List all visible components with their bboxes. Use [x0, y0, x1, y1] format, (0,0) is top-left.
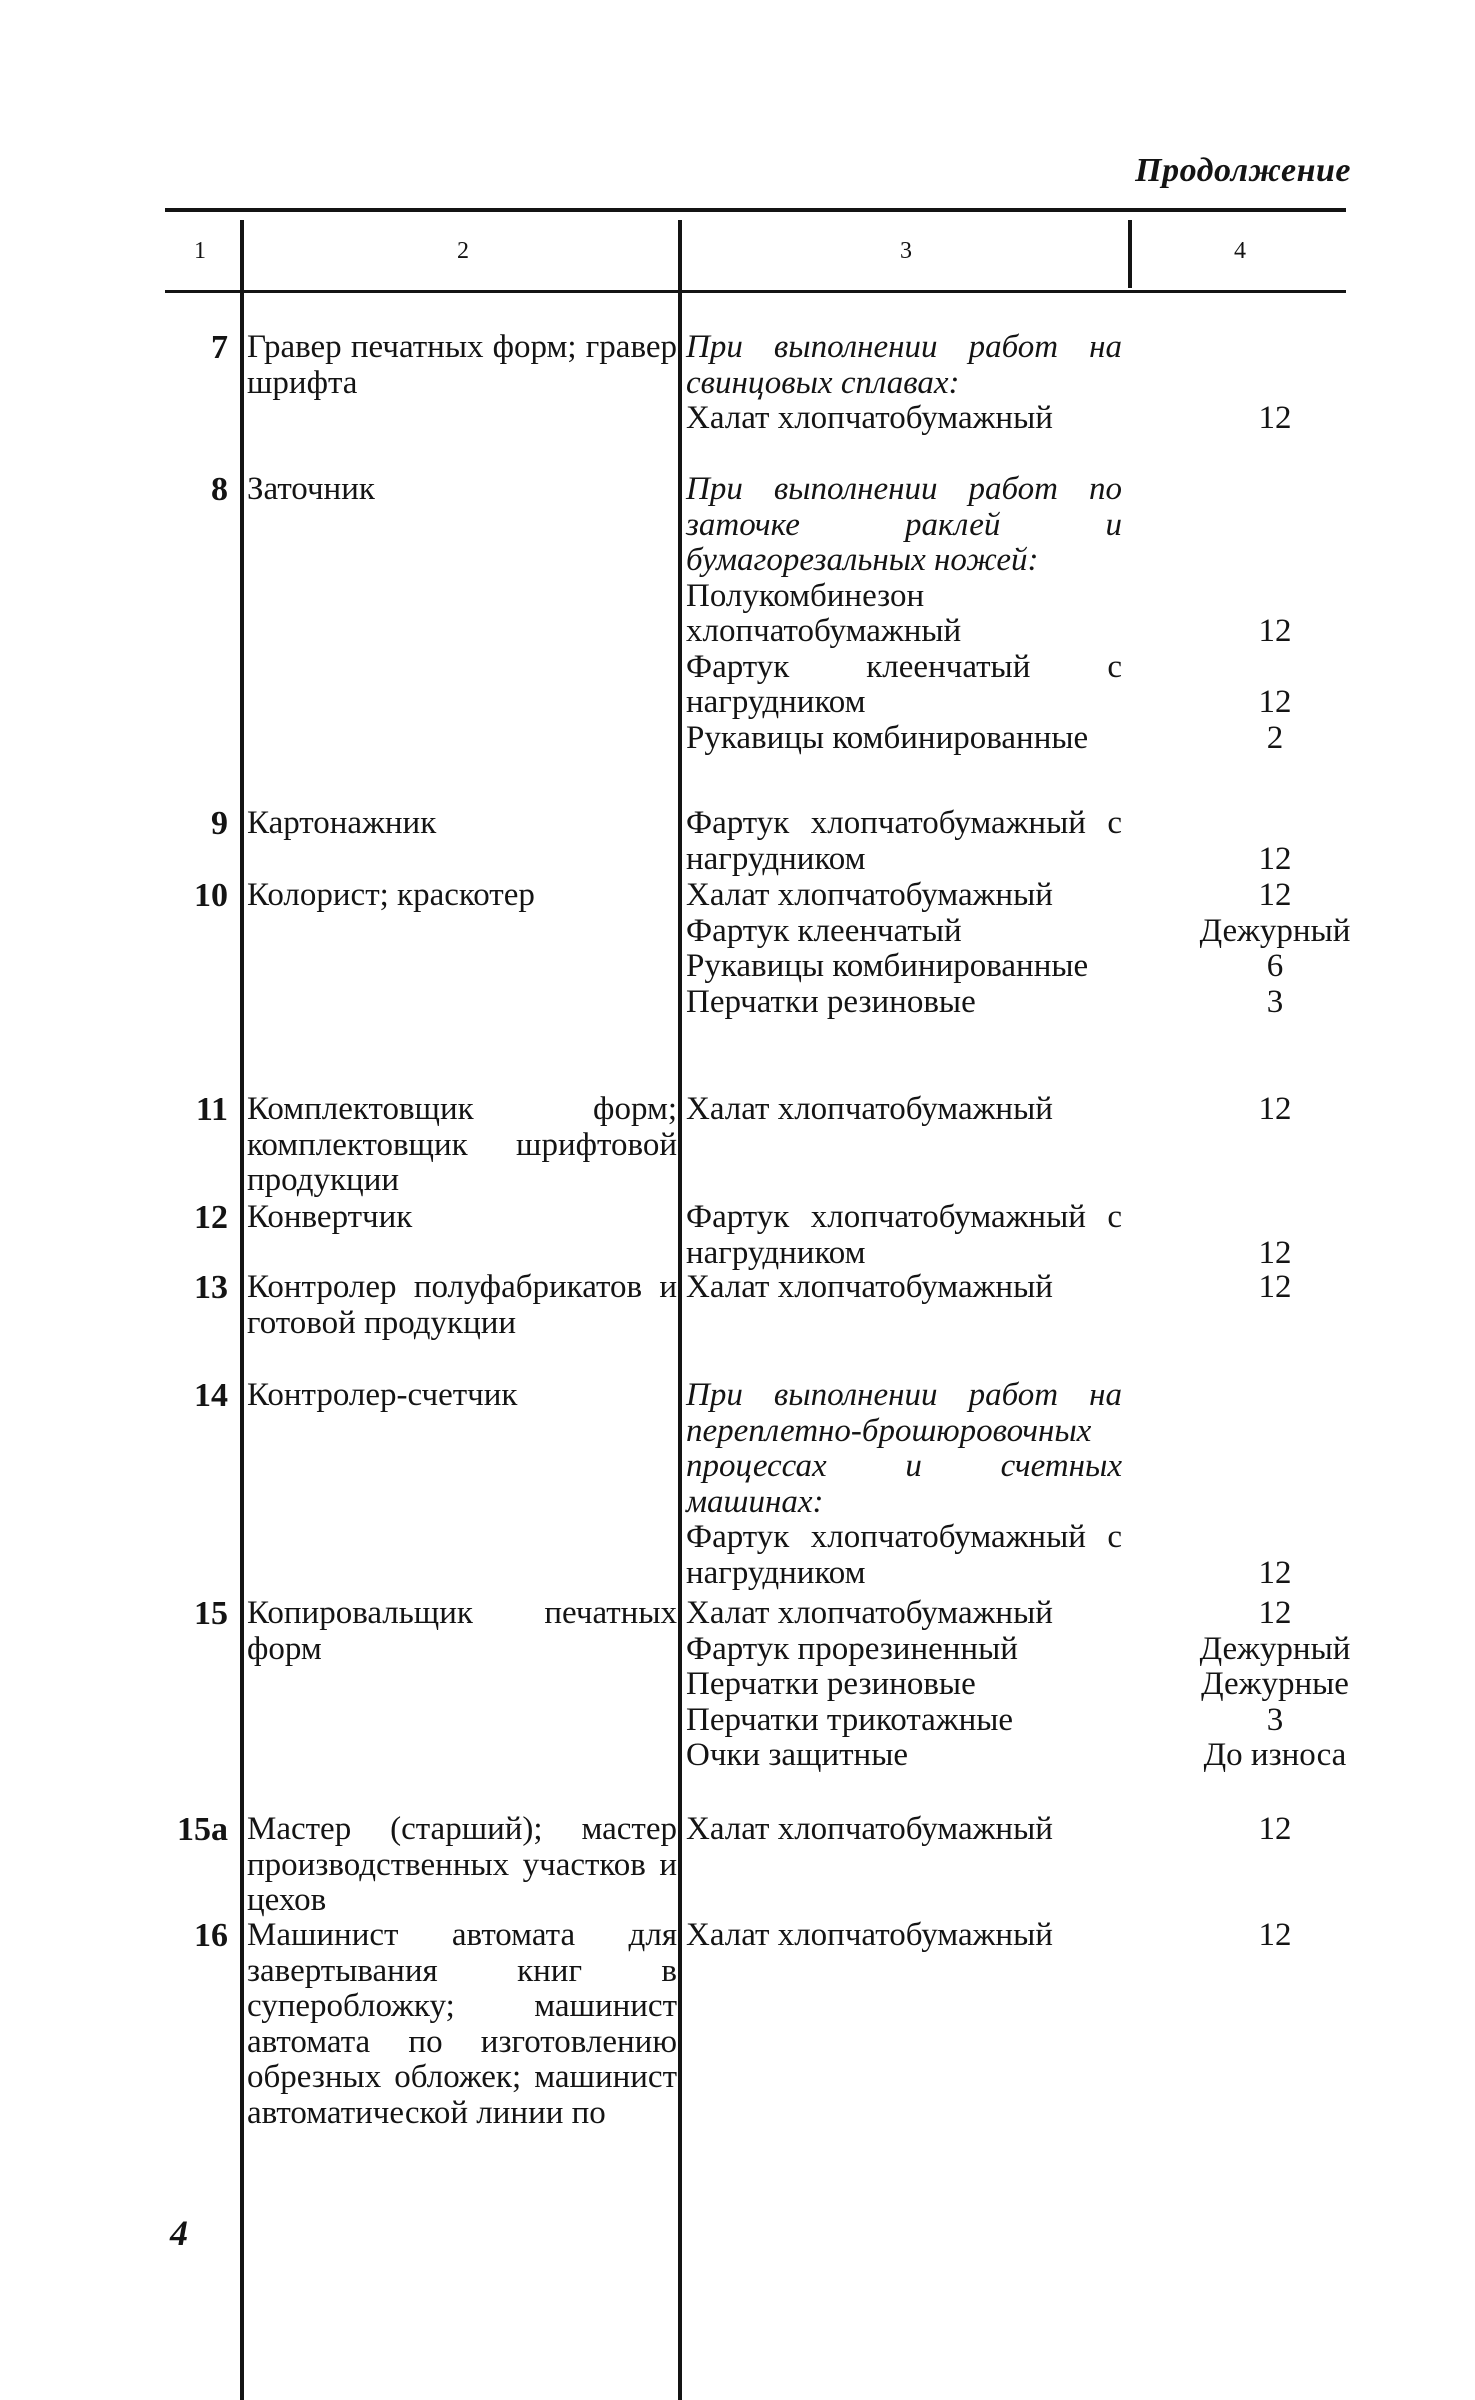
protective-item [686, 1811, 1292, 1848]
row-number: 12 [194, 1199, 228, 1236]
protective-item [686, 1630, 1351, 1668]
work-condition-note [686, 472, 1122, 579]
wear-period-value: 12 [1258, 613, 1292, 649]
wear-period-value: Дежурный [1199, 912, 1351, 949]
protective-items [686, 1917, 1292, 1954]
wear-period-value: 3 [1266, 983, 1284, 1020]
wear-period-value: 12 [1258, 1917, 1292, 1953]
item-text: Перчатки трикотажные [686, 1701, 1014, 1738]
table-header-rule [165, 290, 1346, 293]
row-number: 8 [211, 471, 228, 508]
profession-name: Контролер-счетчик [247, 1377, 518, 1413]
protective-item [686, 1519, 1292, 1591]
protective-item [686, 719, 1284, 757]
profession-name: Заточник [247, 471, 375, 507]
protective-items [686, 1595, 1351, 1774]
wear-period-value: 12 [1258, 877, 1292, 913]
row-number: 10 [194, 877, 228, 914]
protective-item [686, 577, 1292, 650]
protective-item [686, 400, 1292, 437]
wear-period-value: Дежурные [1201, 1666, 1349, 1702]
item-text: Рукавицы комбинированные [686, 948, 1089, 984]
protective-item [686, 948, 1284, 985]
protective-items [686, 1377, 1292, 1591]
protective-items [686, 471, 1292, 756]
item-text: При выполнении работ на свинцовых сплавах: [686, 329, 1122, 401]
column-divider-3 [1128, 220, 1132, 288]
item-text: Фартук клеенчатый [686, 912, 962, 949]
continuation-label: Продолжение [1135, 152, 1351, 189]
column-divider-1 [240, 220, 244, 2400]
wear-period-value: 12 [1258, 400, 1292, 436]
protective-item [686, 1666, 1349, 1703]
column-number-4: 4 [1234, 238, 1246, 264]
wear-period-value: 3 [1266, 1701, 1284, 1738]
protective-item [686, 1269, 1292, 1306]
work-condition-note [686, 1378, 1122, 1520]
protective-items [686, 805, 1292, 877]
column-divider-3-body [1128, 300, 1130, 2400]
profession-name: Контролер полуфабрикатов и готовой продукции [247, 1269, 677, 1341]
row-number: 16 [194, 1917, 228, 1954]
profession-name: Машинист автомата для завертывания книг в суперобложку; машинист автомата по изготовлению обрезных обложек; машинист автоматической линии по [247, 1917, 677, 2131]
item-text: Халат хлопчатобумажный [686, 1269, 1053, 1305]
protective-item [686, 1701, 1284, 1739]
protective-items [686, 1269, 1292, 1306]
item-text: Фартук хлопчатобумажный с нагрудником [686, 805, 1122, 877]
profession-name: Конвертчик [247, 1199, 413, 1235]
row-number: 14 [194, 1377, 228, 1414]
item-text: Фартук прорезиненный [686, 1630, 1018, 1667]
protective-items [686, 877, 1351, 1020]
profession-name: Картонажник [247, 805, 437, 841]
protective-item [686, 1091, 1292, 1128]
protective-items [686, 1199, 1292, 1271]
item-text: Халат хлопчатобумажный [686, 1595, 1053, 1631]
protective-items [686, 1811, 1292, 1848]
protective-item [686, 877, 1292, 914]
row-number: 15 [194, 1595, 228, 1632]
row-number: 15а [177, 1811, 228, 1848]
column-number-2: 2 [457, 238, 469, 264]
work-condition-note [686, 330, 1122, 401]
column-divider-2 [678, 220, 682, 2400]
row-number: 13 [194, 1269, 228, 1306]
item-text: Халат хлопчатобумажный [686, 1917, 1053, 1953]
item-text: Очки защитные [686, 1737, 909, 1773]
wear-period-value: 12 [1258, 1811, 1292, 1847]
protective-item [686, 648, 1292, 721]
row-number: 9 [211, 805, 228, 842]
row-number: 7 [211, 329, 228, 366]
wear-period-value: 6 [1266, 948, 1284, 984]
protective-item [686, 912, 1351, 950]
protective-item [686, 1737, 1347, 1774]
column-number-3: 3 [900, 238, 912, 264]
protective-items [686, 1091, 1292, 1128]
profession-name: Гравер печатных форм; гравер шрифта [247, 329, 677, 401]
protective-item [686, 1917, 1292, 1954]
wear-period-value: Дежурный [1199, 1630, 1351, 1667]
wear-period-value: 12 [1258, 1091, 1292, 1127]
wear-period-value: До износа [1203, 1737, 1347, 1773]
item-text: Халат хлопчатобумажный [686, 400, 1053, 436]
item-text: Халат хлопчатобумажный [686, 877, 1053, 913]
wear-period-value: 12 [1258, 684, 1292, 720]
item-text: Фартук хлопчатобумажный с нагрудником [686, 1199, 1122, 1271]
item-text: При выполнении работ на переплетно-брошюровочных процессах и счетных машинах: [686, 1377, 1122, 1520]
profession-name: Мастер (старший); мастер производственных участков и цехов [247, 1811, 677, 1918]
item-text: Фартук клеенчатый с нагрудником [686, 648, 1122, 720]
row-number: 11 [195, 1091, 228, 1128]
page-number: 4 [170, 2213, 188, 2253]
protective-item [686, 983, 1284, 1021]
protective-items [686, 329, 1292, 437]
item-text: Полукомбинезон хлопчатобумажный [686, 577, 962, 649]
protective-item [686, 1595, 1292, 1632]
item-text: Фартук хлопчатобумажный с нагрудником [686, 1519, 1122, 1591]
protective-item [686, 1199, 1292, 1271]
wear-period-value: 12 [1258, 1554, 1292, 1591]
wear-period-value: 2 [1266, 719, 1284, 756]
item-text: Перчатки резиновые [686, 1666, 976, 1702]
wear-period-value: 12 [1258, 1595, 1292, 1631]
wear-period-value: 12 [1258, 1269, 1292, 1305]
wear-period-value: 12 [1258, 840, 1292, 877]
column-number-1: 1 [194, 238, 206, 264]
wear-period-value: 12 [1258, 1234, 1292, 1271]
profession-name: Копировальщик печатных форм [247, 1595, 677, 1667]
table-top-rule [165, 208, 1346, 212]
protective-item [686, 805, 1292, 877]
item-text: Рукавицы комбинированные [686, 719, 1089, 756]
item-text: Халат хлопчатобумажный [686, 1091, 1053, 1127]
item-text: Перчатки резиновые [686, 983, 976, 1020]
profession-name: Колорист; краскотер [247, 877, 535, 913]
profession-name: Комплектовщик форм; комплектовщик шрифтовой продукции [247, 1091, 677, 1198]
item-text: Халат хлопчатобумажный [686, 1811, 1053, 1847]
item-text: При выполнении работ по заточке раклей и бумагорезальных ножей: [686, 471, 1122, 578]
